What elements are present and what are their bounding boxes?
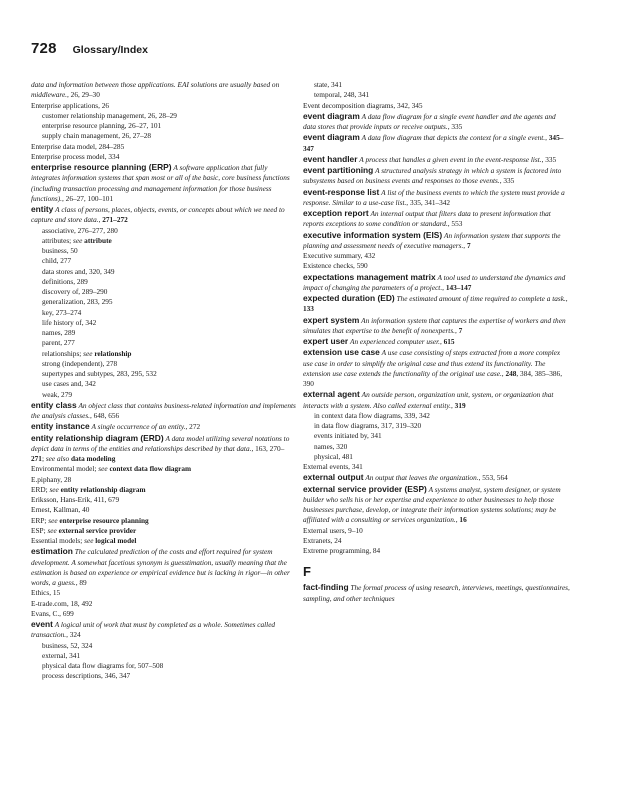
left-column — [31, 80, 297, 682]
index-subentry: names, 320 — [314, 441, 348, 451]
index-entry: E-trade.com, 18, 492 — [31, 598, 93, 608]
glossary-term: event-response list — [303, 186, 380, 197]
index-entry: Enterprise data model, 284–285 — [31, 141, 125, 151]
glossary-term: event handler — [303, 153, 358, 164]
glossary-term: event diagram — [303, 132, 360, 143]
glossary-entry: estimation The calculated prediction of the costs and effort required for system development. A somewhat facetious synonym is guesstimation, usually meaning that the estimation is based on experience or empirical evidence but is lacking in rigor—in other words, a guess., 89 — [31, 546, 290, 587]
index-entry: ERP; see enterprise resource planning — [31, 515, 149, 525]
glossary-term: extension use case — [303, 347, 380, 358]
glossary-term: fact-finding — [303, 582, 349, 593]
index-subentry: strong (independent), 278 — [42, 358, 118, 368]
glossary-entry: event diagram A data flow diagram that depicts the context for a single event., 345–347 — [303, 132, 564, 153]
index-subentry: in data flow diagrams, 317, 319–320 — [314, 421, 422, 430]
page-number: 728 — [31, 40, 57, 57]
glossary-entry: external output An output that leaves the organization., 553, 564 — [303, 472, 508, 483]
glossary-term: expected duration (ED) — [303, 293, 395, 303]
index-entry: Ernest, Kallman, 40 — [31, 505, 90, 515]
glossary-term: event diagram — [303, 110, 360, 121]
glossary-term: entity instance — [31, 421, 90, 432]
index-entry: Existence checks, 590 — [303, 261, 368, 271]
index-entry: ERD; see entity relationship diagram — [31, 484, 146, 494]
index-entry: Ethics, 15 — [31, 588, 61, 598]
index-subentry: supertypes and subtypes, 283, 295, 532 — [42, 369, 157, 378]
index-subentry: external, 341 — [42, 650, 81, 660]
index-subentry: business, 52, 324 — [42, 640, 93, 650]
glossary-term: external output — [303, 472, 364, 483]
glossary-term: estimation — [31, 546, 73, 557]
glossary-term: event — [31, 619, 53, 629]
glossary-entry: enterprise resource planning (ERP) A software application that fully integrates information systems that span most or all of the basic, core business functions (including transaction processing and management information for those business functions)., 26–27, 100–101 — [31, 162, 290, 203]
glossary-term: entity relationship diagram (ERD) — [31, 432, 164, 443]
right-column — [303, 80, 570, 604]
index-subentry: life history of, 342 — [42, 317, 97, 327]
index-subentry: physical data flow diagrams for, 507–508 — [42, 661, 164, 670]
index-entry: ESP; see external service provider — [31, 525, 137, 535]
index-subentry: discovery of, 289–290 — [42, 287, 108, 296]
index-entry: Event decomposition diagrams, 342, 345 — [303, 100, 423, 110]
index-subentry: relationships; see relationship — [42, 348, 132, 358]
index-subentry: key, 273–274 — [42, 307, 82, 317]
index-subentry: child, 277 — [42, 256, 72, 266]
glossary-term: external agent — [303, 389, 360, 400]
index-subentry: supply chain management, 26, 27–28 — [42, 131, 152, 141]
glossary-term: expert system — [303, 314, 360, 325]
index-entry: Extranets, 24 — [303, 535, 342, 545]
glossary-term: entity class — [31, 399, 77, 410]
glossary-entry: exception report An internal output that filters data to present information that reports exceptions to some condition or standard., 553 — [303, 208, 551, 229]
index-entry: Environmental model; see context data flow diagram — [31, 464, 192, 474]
glossary-entry: entity A class of persons, places, objects, events, or concepts about which we need to capture and store data., 271–272 — [31, 204, 285, 225]
index-entry: Enterprise process model, 334 — [31, 151, 120, 161]
glossary-entry: entity class An object class that contains business-related information and implements the analysis classes., 648, 656 — [31, 399, 296, 420]
glossary-entry: event-response list A list of the business events to which the system must provide a response. Similar to a use-case list., 335, 341–342 — [303, 186, 565, 207]
index-subentry: attributes; see attribute — [42, 235, 112, 245]
glossary-entry: expert user An experienced computer user., 615 — [303, 336, 455, 346]
running-title: Glossary/Index — [72, 44, 148, 56]
index-subentry: business, 50 — [42, 246, 78, 255]
index-entry: data and information between those applications. EAI solutions are usually based on middleware., 26, 29–30 — [31, 80, 280, 100]
glossary-term: external service provider (ESP) — [303, 483, 427, 494]
glossary-term: enterprise resource planning (ERP) — [31, 162, 172, 172]
glossary-entry: expert system An information system that captures the expertise of workers and then simulates that expertise to the benefit of nonexperts., 7 — [303, 314, 566, 335]
index-entry: Essential models; see logical model — [31, 536, 137, 545]
glossary-entry: event diagram A data flow diagram for a single event handler and the agents and data stores that provide inputs or receive outputs., 335 — [303, 110, 556, 131]
index-subentry: names, 289 — [42, 328, 76, 337]
glossary-term: entity — [31, 204, 54, 214]
glossary-term: event partitioning — [303, 165, 374, 175]
index-entry: External users, 9–10 — [303, 525, 363, 535]
glossary-term: executive information system (EIS) — [303, 229, 443, 240]
index-subentry: process descriptions, 346, 347 — [42, 671, 131, 681]
glossary-entry: executive information system (EIS) An information system that supports the planning and assessment needs of executive managers., 7 — [303, 229, 561, 250]
index-entry: Extreme programming, 84 — [303, 546, 381, 555]
index-subentry: weak, 279 — [42, 389, 72, 399]
index-subentry: enterprise resource planning, 26–27, 101 — [42, 121, 162, 130]
glossary-entry: expected duration (ED) The estimated amount of time required to complete a task., 133 — [303, 293, 568, 314]
glossary-entry: event handler A process that handles a given event in the event-response list., 335 — [303, 153, 557, 164]
glossary-entry: entity relationship diagram (ERD) A data model utilizing several notations to depict data in terms of the entities and relationships described by that data., 163, 270–271; see also data modeling — [31, 432, 290, 463]
index-subentry: associative, 276–277, 280 — [42, 225, 118, 235]
index-subentry: use cases and, 342 — [42, 379, 96, 389]
index-subentry: physical, 481 — [314, 451, 353, 461]
glossary-entry: external agent An outside person, organization unit, system, or organization that interacts with a system. Also called external entity., 319 — [303, 389, 554, 410]
index-subentry: in context data flow diagrams, 339, 342 — [314, 410, 430, 420]
index-subentry: temporal, 248, 341 — [314, 90, 370, 100]
glossary-term: expert user — [303, 336, 349, 346]
index-subentry: state, 341 — [314, 80, 342, 89]
glossary-entry: entity instance A single occurrence of an entity., 272 — [31, 421, 201, 432]
glossary-entry: external service provider (ESP) A systems analyst, system designer, or system builder who sells his or her expertise and experience to other businesses to help those businesses purchase, develop, or integrate their information systems solutions; may be affiliated with a consulting or services organization., 16 — [303, 483, 561, 525]
glossary-entry: expectations management matrix A tool used to understand the dynamics and impact of changing the parameters of a project., 143–147 — [303, 271, 566, 292]
index-subentry: parent, 277 — [42, 338, 75, 348]
index-entry: Enterprise applications, 26 — [31, 100, 110, 110]
index-subentry: definitions, 289 — [42, 276, 88, 286]
index-subentry: generalization, 283, 295 — [42, 297, 113, 307]
index-subentry: customer relationship management, 26, 28–29 — [42, 110, 177, 120]
index-entry: Eriksson, Hans-Erik, 411, 679 — [31, 495, 120, 504]
index-entry: Executive summary, 432 — [303, 251, 376, 260]
glossary-entry: extension use case A use case consisting of steps extracted from a more complex use case in order to simplify the original case and thus extend its functionality. The extension use case extends the functionality of the original use case., 248, 384, 385–386, 390 — [303, 347, 563, 388]
index-entry: Evans, C., 699 — [31, 608, 74, 618]
section-letter-heading: F — [303, 564, 311, 580]
glossary-entry: fact-finding The formal process of using research, interviews, meetings, questionnaires, sampling, and other techniques — [303, 582, 570, 603]
index-subentry: data stores and, 320, 349 — [42, 266, 115, 276]
index-subentry: events initiated by, 341 — [314, 431, 382, 441]
index-entry: E.piphany, 28 — [31, 474, 72, 484]
glossary-entry: event A logical unit of work that must by completed as a whole. Sometimes called transaction., 324 — [31, 619, 276, 640]
glossary-term: exception report — [303, 208, 369, 218]
index-entry: External events, 341 — [303, 462, 363, 471]
glossary-term: expectations management matrix — [303, 271, 436, 282]
page-header — [31, 40, 588, 62]
glossary-entry: event partitioning A structured analysis strategy in which a system is factored into subsystems based on business events and responses to those events., 335 — [303, 165, 562, 186]
